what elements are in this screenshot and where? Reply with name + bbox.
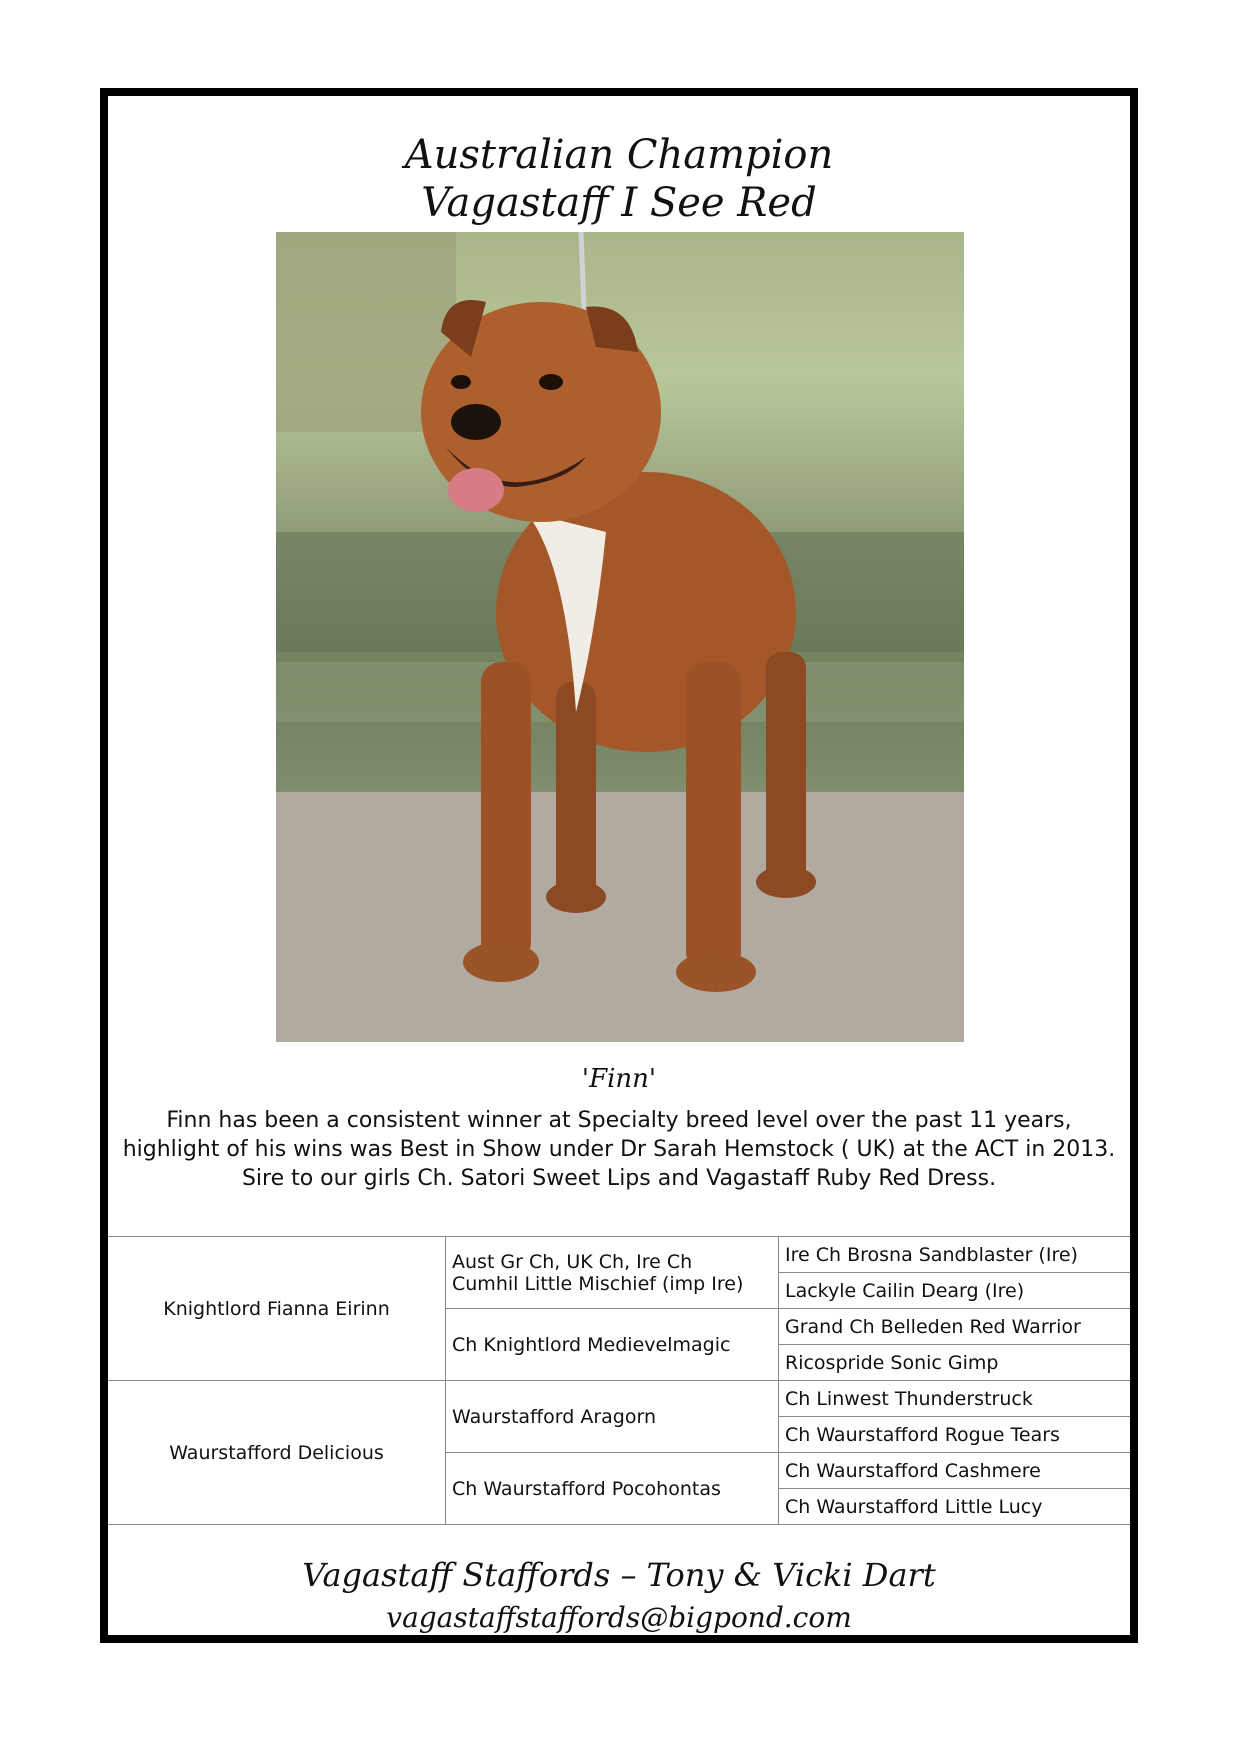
- pedigree-sire-dam: Ch Knightlord Medievelmagic: [446, 1309, 779, 1381]
- pedigree-gen3: Lackyle Cailin Dearg (Ire): [779, 1273, 1131, 1309]
- pedigree-gen3: Ricospride Sonic Gimp: [779, 1345, 1131, 1381]
- pedigree-sire-sire-titles: Aust Gr Ch, UK Ch, Ire Ch: [452, 1250, 693, 1273]
- pedigree-dam-dam: Ch Waurstafford Pocohontas: [446, 1453, 779, 1525]
- kennel-name: Vagastaff Staffords – Tony & Vicki Dart: [302, 1556, 936, 1594]
- pedigree-gen3: Ch Waurstafford Cashmere: [779, 1453, 1131, 1489]
- dog-photo: [276, 232, 964, 1042]
- dog-nickname: 'Finn': [581, 1064, 657, 1094]
- dog-photo-icon: [276, 232, 964, 1042]
- pedigree-table: [108, 1236, 1130, 1525]
- table-row: [108, 1237, 1130, 1273]
- contact-email[interactable]: vagastaffstaffords@bigpond.com: [386, 1601, 852, 1634]
- pedigree-sire-sire: [446, 1237, 779, 1309]
- description-line: Sire to our girls Ch. Satori Sweet Lips and Vagastaff Ruby Red Dress.: [241, 1166, 997, 1191]
- pedigree-sire-sire-name: Cumhil Little Mischief (imp Ire): [452, 1272, 744, 1295]
- pedigree-gen3: Ch Waurstafford Little Lucy: [779, 1489, 1131, 1525]
- title-line1: Australian Champion: [404, 132, 834, 178]
- pedigree-dam-sire: Waurstafford Aragorn: [446, 1381, 779, 1453]
- description-line: highlight of his wins was Best in Show under Dr Sarah Hemstock ( UK) at the ACT in 2013.: [122, 1137, 1116, 1162]
- pedigree-gen3: Ch Linwest Thunderstruck: [779, 1381, 1131, 1417]
- description: [108, 1106, 1130, 1193]
- description-line: Finn has been a consistent winner at Specialty breed level over the past 11 years,: [166, 1108, 1072, 1133]
- page-border: [100, 88, 1138, 1643]
- pedigree-gen3: Ch Waurstafford Rogue Tears: [779, 1417, 1131, 1453]
- table-row: [108, 1381, 1130, 1417]
- pedigree-gen3: Ire Ch Brosna Sandblaster (Ire): [779, 1237, 1131, 1273]
- title-line2: Vagastaff I See Red: [421, 180, 817, 226]
- pedigree-gen3: Grand Ch Belleden Red Warrior: [779, 1309, 1131, 1345]
- pedigree-sire: Knightlord Fianna Eirinn: [108, 1237, 446, 1381]
- pedigree-dam: Waurstafford Delicious: [108, 1381, 446, 1525]
